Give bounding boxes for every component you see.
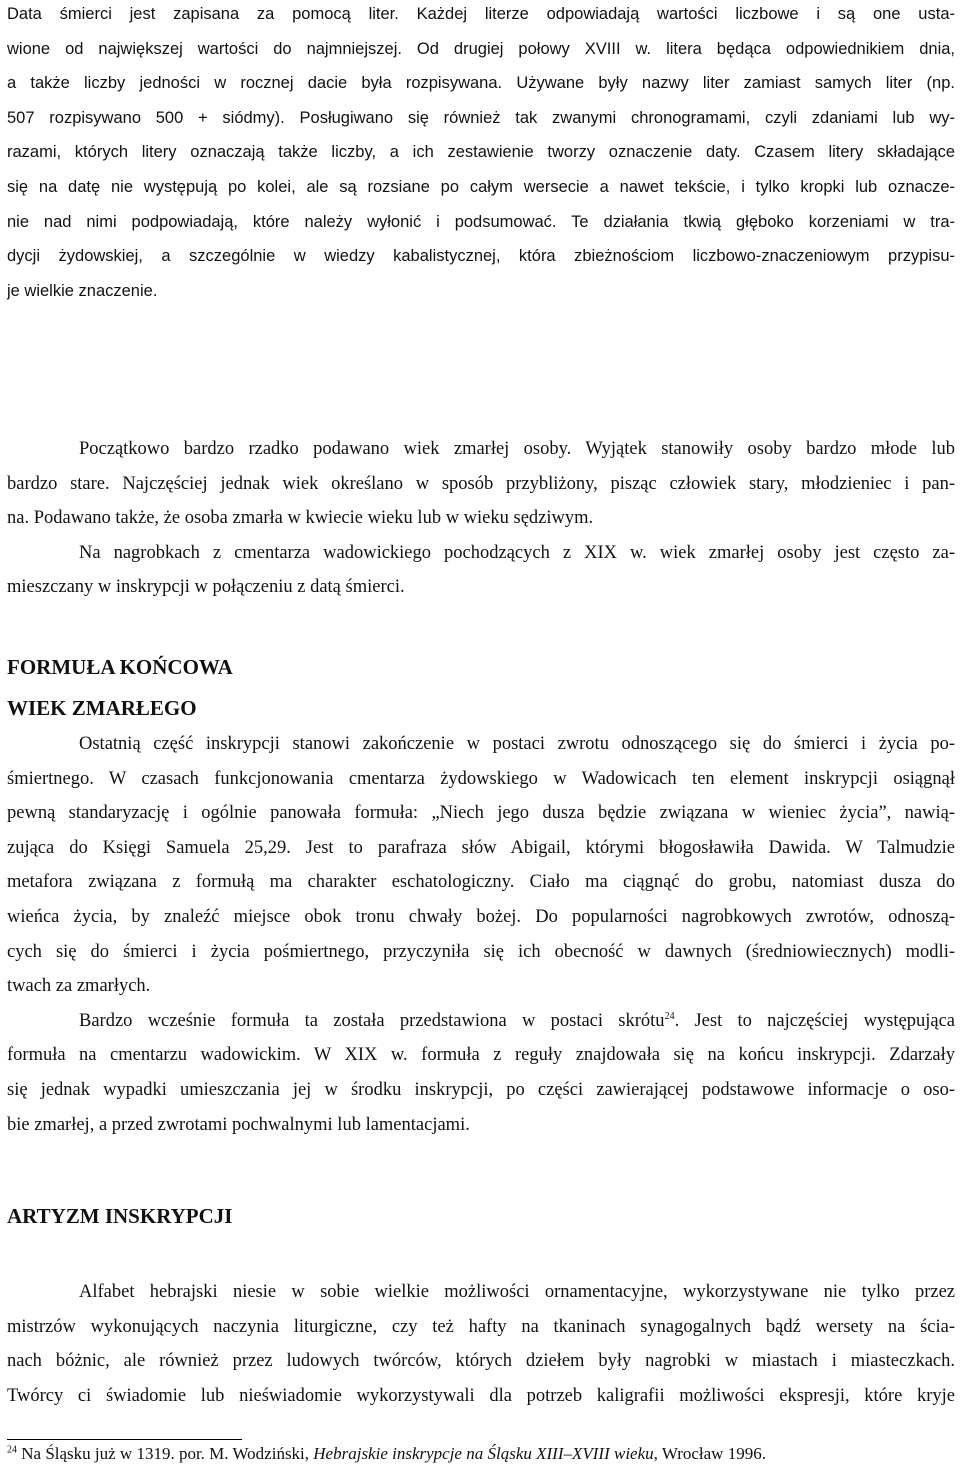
formula-line: śmiertnego. W czasach funkcjonowania cmentarza żydowskiego w Wadowicach ten element inskrypcji osiągnął xyxy=(7,768,955,789)
formula-line: pewną standaryzację i ogólnie panowała formuła: „Niech jego dusza będzie związana w wieniec życia”, nawią- xyxy=(7,803,955,824)
formula-line-text: . Jest to najczęściej występująca xyxy=(674,1010,955,1031)
formula-line: cych się do śmierci i życia pośmiertnego, przyczyniła się ich obecność w dawnych (średniowiecznych) modli- xyxy=(7,941,955,962)
intro-line: a także liczby jedności w rocznej dacie była rozpisywana. Używane były nazwy liter zamiast samych liter (np. xyxy=(7,74,955,93)
footnote-text: Na Śląsku już w 1319. por. M. Wodziński, xyxy=(17,1444,314,1463)
formula-line: formuła na cmentarzu wadowickim. W XIX w. formuła z reguły znajdowała się na końcu inskrypcji. Zdarzały xyxy=(7,1045,955,1066)
formula-line: się jednak wypadki umieszczania jej w środku inskrypcji, po części zawierającej podstawowe informacje o oso- xyxy=(7,1079,955,1100)
formula-paragraph-1 xyxy=(7,727,955,1142)
footnote-number: 24 xyxy=(7,1444,17,1456)
intro-line: razami, których litery oznaczają także liczby, a ich zestawienie tworzy oznaczenie daty. Czasem litery składające xyxy=(7,143,955,162)
intro-line: je wielkie znaczenie. xyxy=(7,281,158,300)
intro-line: nie nad nimi podpowiadają, które należy wyłonić i podsumować. Te działania tkwią głęboko korzeniami w tra- xyxy=(7,212,955,231)
section-heading-wiek: WIEK ZMARŁEGO xyxy=(7,696,197,720)
footnote-text: , Wrocław 1996. xyxy=(653,1444,766,1463)
artyzm-line: mistrzów wykonujących naczynia liturgiczne, czy też hafty na tkaninach synagogalnych bądź wersety na ścia- xyxy=(7,1316,955,1337)
section-heading-formula: FORMUŁA KOŃCOWA xyxy=(7,655,233,679)
wiek-line: na. Podawano także, że osoba zmarła w kwiecie wieku lub w wieku sędziwym. xyxy=(7,508,594,529)
footnote-cited-title: Hebrajskie inskrypcje na Śląsku XIII–XVIII wieku xyxy=(313,1444,654,1463)
formula-line: zująca do Księgi Samuela 25,29. Jest to parafraza słów Abigail, którymi błogosławiła Dawida. W Talmudzie xyxy=(7,837,955,858)
formula-line: metafora związana z formułą ma charakter eschatologiczny. Ciało ma ciągnąć do grobu, natomiast dusza do xyxy=(7,872,955,893)
artyzm-line: Alfabet hebrajski niesie w sobie wielkie możliwości ornamentacyjne, wykorzystywane nie tylko przez xyxy=(79,1282,955,1302)
intro-paragraph xyxy=(7,0,955,308)
formula-line-with-footnote xyxy=(7,1004,955,1039)
footnote xyxy=(7,1441,766,1467)
section-heading-artyzm: ARTYZM INSKRYPCJI xyxy=(7,1204,233,1228)
wiek-line: Początkowo bardzo rzadko podawano wiek zmarłej osoby. Wyjątek stanowiły osoby bardzo młode lub xyxy=(79,439,955,459)
intro-line: wione od największej wartości do najmniejszej. Od drugiej połowy XVIII w. litera będąca odpowiednikiem dnia, xyxy=(7,39,955,58)
intro-line: się na datę nie występują po kolei, ale są rozsiane po całym wersecie a nawet tekście, i tylko kropki lub oznacze- xyxy=(7,177,955,196)
intro-line: Data śmierci jest zapisana za pomocą liter. Każdej literze odpowiadają wartości liczbowe i są one usta- xyxy=(7,5,955,23)
formula-line: Ostatnią część inskrypcji stanowi zakończenie w postaci zwrotu odnoszącego się do śmierci i życia po- xyxy=(79,734,955,754)
intro-line: dycji żydowskiej, a szczególnie w wiedzy kabalistycznej, która zbieżnościom liczbowo-znaczeniowym przypisu- xyxy=(7,247,955,266)
wiek-line: bardzo stare. Najczęściej jednak wiek określano w sposób przybliżony, pisząc człowiek stary, młodzieniec i pan- xyxy=(7,473,955,494)
wiek-line: Na nagrobkach z cmentarza wadowickiego pochodzących z XIX w. wiek zmarłej osoby jest często za- xyxy=(79,542,955,563)
formula-line: twach za zmarłych. xyxy=(7,976,151,997)
wiek-line: mieszczany w inskrypcji w połączeniu z datą śmierci. xyxy=(7,577,405,598)
artyzm-line: Twórcy ci świadomie lub nieświadomie wykorzystywali dla potrzeb kaligrafii możliwości ekspresji, które kryje xyxy=(7,1385,955,1406)
artyzm-paragraph-1 xyxy=(7,1275,955,1413)
footnote-separator xyxy=(7,1439,242,1440)
wiek-paragraph-1 xyxy=(7,432,955,605)
artyzm-line: nach bóżnic, ale również przez ludowych twórców, których dziełem były nagrobki w miastach i miasteczkach. xyxy=(7,1351,955,1372)
intro-line: 507 rozpisywano 500 + siódmy). Posługiwano się również tak zwanymi chronogramami, czyli zdaniami lub wy- xyxy=(7,108,955,127)
formula-line: bie zmarłej, a przed zwrotami pochwalnymi lub lamentacjami. xyxy=(7,1114,470,1135)
footnote-reference[interactable]: 24 xyxy=(664,1010,675,1022)
formula-line: wieńca życia, by znaleźć miejsce obok tronu chwały bożej. Do popularności nagrobkowych zwrotów, odnoszą- xyxy=(7,906,955,927)
formula-line-text: Bardzo wcześnie formuła ta została przedstawiona w postaci skrótu xyxy=(79,1010,665,1031)
